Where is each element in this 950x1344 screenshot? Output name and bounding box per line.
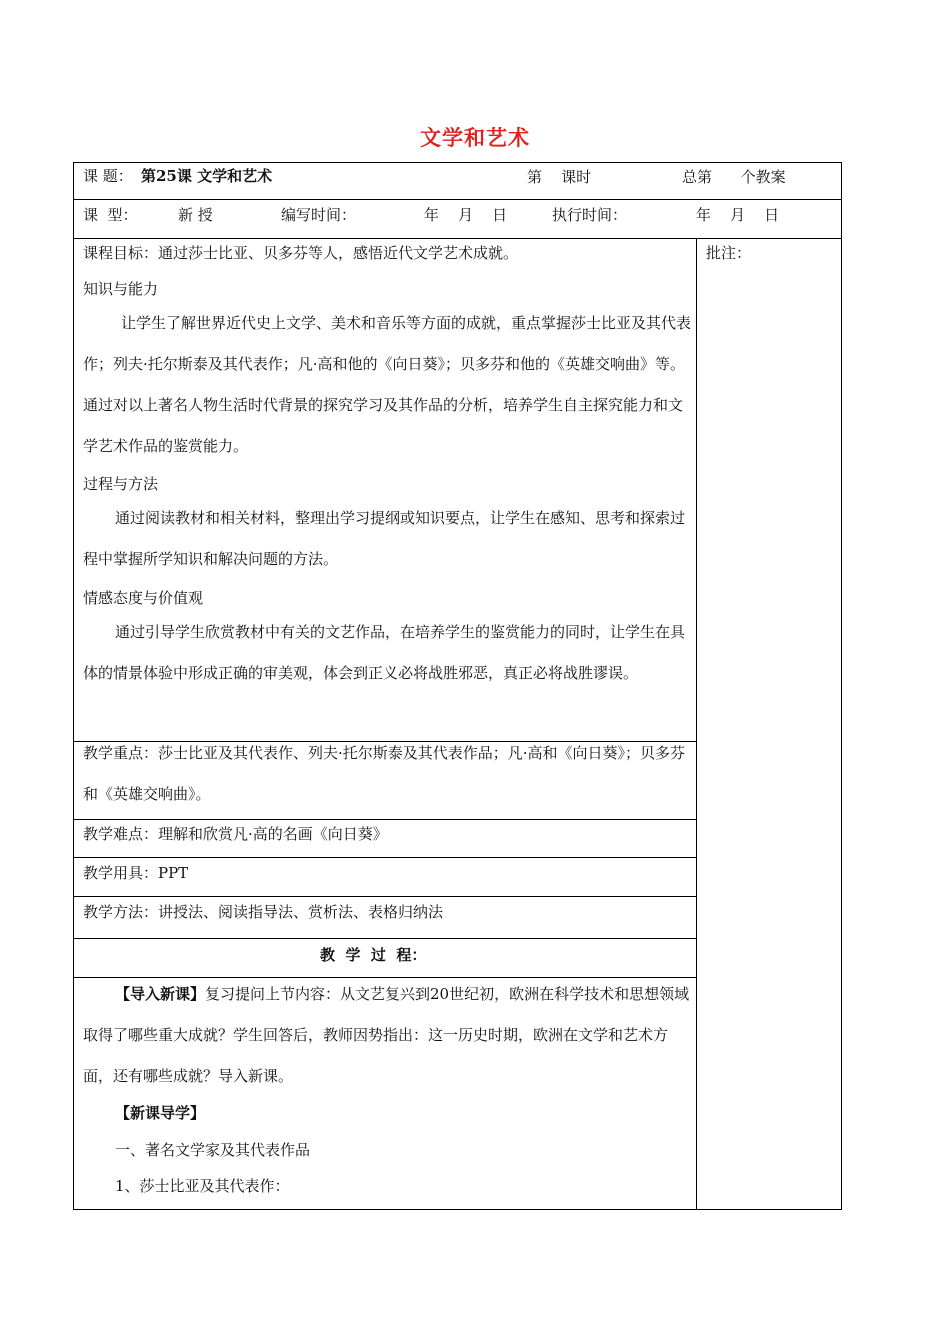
- tools: 教学用具：PPT: [83, 864, 189, 882]
- exec-time-label: 执行时间：: [552, 206, 628, 224]
- lesson-title: 第25课 文学和艺术: [141, 167, 273, 185]
- row-divider: [73, 896, 697, 897]
- guide-tag: 【新课导学】: [115, 1104, 206, 1122]
- section-heading: 过程与方法: [83, 475, 159, 493]
- section-heading: 知识与能力: [83, 280, 159, 298]
- row-divider: [73, 199, 842, 200]
- type-value: 新 授: [178, 206, 213, 224]
- lesson-label: 课 题：: [83, 167, 133, 185]
- process-paragraph: 通过阅读教材和相关材料，整理出学习提纲或知识要点，让学生在感知、思考和探索过程中掌握所学知识和解决问题的方法。: [83, 509, 686, 568]
- values-paragraph: 通过引导学生欣赏教材中有关的文艺作品，在培养学生的鉴赏能力的同时，让学生在具体的情景体验中形成正确的审美观，体会到正义必将战胜邪恶，真正必将战胜谬误。: [83, 623, 686, 682]
- write-time-label: 编写时间：: [281, 206, 357, 224]
- intro-text: 复习提问上节内容：从文艺复兴到20世纪初，欧洲在科学技术和思想领域取得了哪些重大成就？学生回答后，教师因势指出：这一历史时期，欧洲在文学和艺术方面，还有哪些成就？导入新课。: [83, 985, 690, 1085]
- course-goal: 课程目标：通过莎士比亚、贝多芬等人，感悟近代文学艺术成就。: [83, 244, 519, 262]
- intro-tag: 【导入新课】: [115, 985, 206, 1003]
- exec-date: 年 月 日: [696, 206, 780, 224]
- row-divider: [73, 938, 697, 939]
- notes-label: 批注：: [706, 244, 752, 262]
- row-divider: [73, 857, 697, 858]
- difficulty: 教学难点：理解和欣赏凡·高的名画《向日葵》: [83, 825, 388, 843]
- intro-paragraph: [83, 974, 691, 1097]
- section-heading: 情感态度与价值观: [83, 589, 204, 607]
- item-one: 1、莎士比亚及其代表作：: [115, 1177, 290, 1195]
- plan-number-field: 总第 个教案: [682, 168, 786, 186]
- key-points: 教学重点：莎士比亚及其代表作、列夫·托尔斯泰及其代表作品；凡·高和《向日葵》；贝多芬和《英雄交响曲》。: [83, 744, 686, 803]
- write-date: 年 月 日: [424, 206, 508, 224]
- notes-column-divider: [696, 238, 697, 1210]
- section-one: 一、著名文学家及其代表作品: [115, 1141, 311, 1159]
- page-title: 文学和艺术: [420, 125, 530, 150]
- row-divider: [73, 238, 842, 239]
- methods: 教学方法：讲授法、阅读指导法、赏析法、表格归纳法: [83, 903, 444, 921]
- type-label: 课 型：: [83, 206, 138, 224]
- period-field: 第 课时: [527, 168, 592, 186]
- row-divider: [73, 819, 697, 820]
- process-heading: 教 学 过 程：: [320, 946, 427, 964]
- knowledge-paragraph: 让学生了解世界近代史上文学、美术和音乐等方面的成就，重点掌握莎士比亚及其代表作；列夫·托尔斯泰及其代表作；凡·高和他的《向日葵》；贝多芬和他的《英雄交响曲》等。通过对以上著名人物生活时代背景的探究学习及其作品的分析，培养学生自主探究能力和文学艺术作品的鉴赏能力。: [83, 314, 692, 455]
